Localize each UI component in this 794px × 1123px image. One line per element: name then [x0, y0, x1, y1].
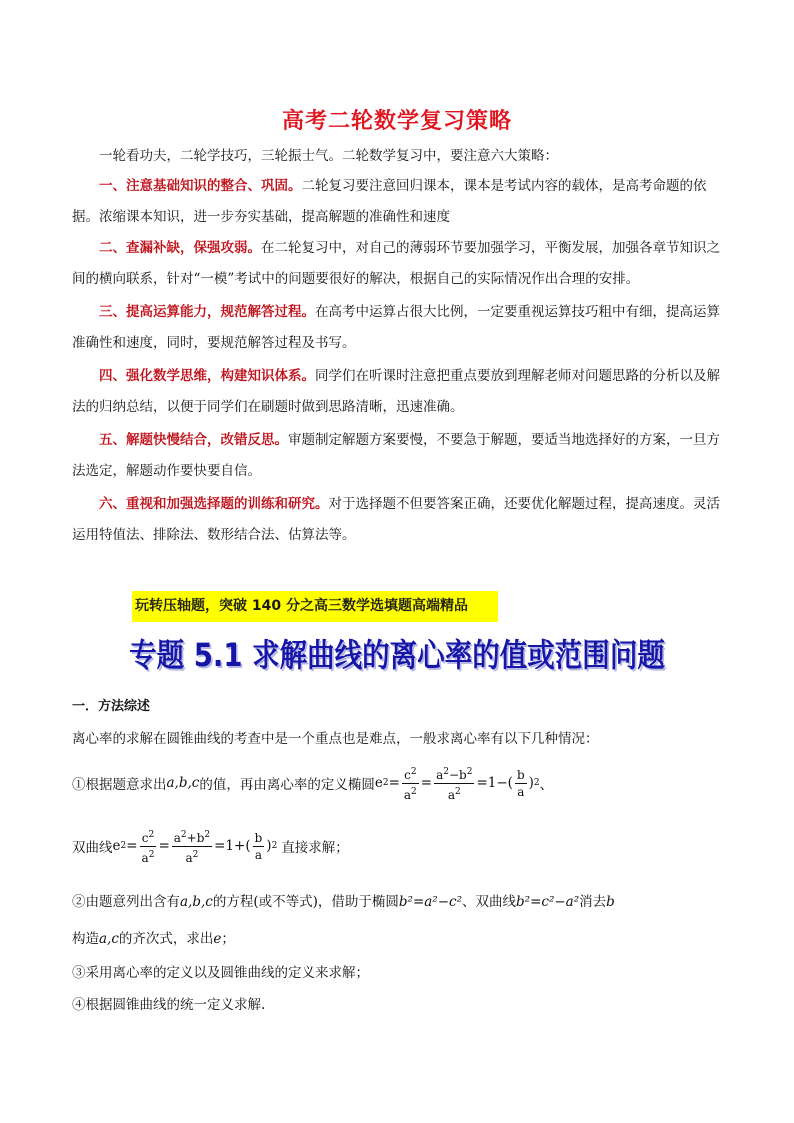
- method-4: ④根据圆锥曲线的统一定义求解.: [72, 997, 266, 1013]
- method-1-line-2: [72, 823, 349, 869]
- strategy-4: [72, 361, 724, 422]
- method-3: ③采用离心率的定义以及圆锥曲线的定义来求解；: [72, 965, 369, 981]
- method-2-tail: 消去: [579, 894, 607, 910]
- hyperbola-formula: e 2 = $\frac{c^2}{a^2}$ = $\frac{a^2+b^2}{a^2}$ =1+( $\frac{b}{a}$ ) 2: [113, 827, 278, 866]
- promo-banner-text: 玩转压轴题，突破 140 分之高三数学选填题高端精品: [135, 598, 468, 614]
- overview-text: 离心率的求解在圆锥曲线的考查中是一个重点也是难点，一般求离心率有以下几种情况：: [72, 731, 599, 747]
- strategy-5-body: 审题制定解题方案要慢，不要急于解题，要适当地选择好的方案，一旦方法选定，解题动作要快要自信。: [72, 432, 720, 479]
- method-2-line-1: [72, 890, 615, 910]
- method-2-mid: 的方程(或不等式)，借助于椭圆: [212, 894, 399, 910]
- method-1-vars: a,b,c: [166, 775, 200, 791]
- method-2-line2-mid: 的齐次式，求出: [118, 931, 214, 947]
- method-2-var-b: b: [606, 894, 615, 910]
- strategy-2-body: 在二轮复习中，对自己的薄弱环节要加强学习，平衡发展，加强各章节知识之间的横向联系，针对“一模”考试中的问题要很好的解决，根据自己的实际情况作出合理的安排。: [72, 240, 720, 287]
- method-1-line2-tail: 直接求解；: [281, 840, 349, 856]
- method-1-tail: 、: [539, 777, 554, 793]
- method-2-prefix: ②由题意列出含有: [72, 894, 180, 910]
- strategy-1-head: 一、注意基础知识的整合、巩固。: [99, 178, 302, 194]
- strategy-6-head: 六、重视和加强选择题的训练和研究。: [99, 496, 329, 512]
- intro-text: 一轮看功夫，二轮学技巧，三轮振士气。二轮数学复习中，要注意六大策略：: [99, 148, 558, 164]
- method-2-line2-tail: ；: [221, 931, 235, 947]
- strategy-1: [72, 171, 724, 232]
- method-1-line-1: [72, 760, 553, 806]
- method-1-prefix: ①根据题意求出: [72, 777, 167, 793]
- method-2-sep: 、双曲线: [462, 894, 517, 910]
- strategy-6: [72, 489, 724, 550]
- strategy-3-head: 三、提高运算能力，规范解答过程。: [99, 304, 315, 320]
- section-heading: 一．方法综述: [72, 699, 151, 714]
- method-2-line2-vars: a,c: [99, 931, 119, 947]
- topic-title: 专题 5.1 求解曲线的离心率的值或范围问题: [129, 636, 665, 674]
- strategy-2: [72, 233, 724, 294]
- strategy-1-body: 二轮复习要注意回归课本，课本是考试内容的载体，是高考命题的依据。浓缩课本知识，进一步夯实基础，提高解题的准确性和速度: [72, 178, 707, 225]
- strategy-5: [72, 425, 724, 486]
- method-2-var-e: e: [213, 931, 222, 947]
- ellipse-formula: e 2 = $\frac{c^2}{a^2}$ = $\frac{a^2-b^2}{a^2}$ =1−( $\frac{b}{a}$ ) 2: [375, 764, 540, 803]
- ellipse-relation: b²=a²−c²: [398, 894, 463, 910]
- method-2-line2-prefix: 构造: [72, 931, 99, 947]
- method-2-line-2: [72, 927, 235, 947]
- strategy-6-body: 对于选择题不但要答案正确，还要优化解题过程，提高速度。灵活运用特值法、排除法、数形结合法、估算法等。: [72, 496, 720, 543]
- strategy-3-body: 在高考中运算占很大比例，一定要重视运算技巧粗中有细，提高运算准确性和速度，同时，要规范解答过程及书写。: [72, 304, 720, 351]
- hyperbola-relation: b²=c²−a²: [516, 894, 580, 910]
- method-2-vars: a,b,c: [180, 894, 213, 910]
- strategy-2-head: 二、查漏补缺，保强攻弱。: [99, 240, 261, 256]
- strategy-4-body: 同学们在听课时注意把重点要放到理解老师对问题思路的分析以及解法的归纳总结，以便于同学们在刷题时做到思路清晰，迅速准确。: [72, 368, 720, 415]
- strategy-5-head: 五、解题快慢结合，改错反思。: [99, 432, 288, 448]
- promo-banner: [132, 591, 498, 622]
- method-1-mid: 的值，再由离心率的定义椭圆: [199, 777, 375, 793]
- intro-paragraph: [72, 141, 724, 172]
- page-title: 高考二轮数学复习策略: [281, 109, 512, 134]
- strategy-4-head: 四、强化数学思维，构建知识体系。: [99, 368, 315, 384]
- strategy-3: [72, 297, 724, 358]
- method-1-line2-prefix: 双曲线: [72, 840, 113, 856]
